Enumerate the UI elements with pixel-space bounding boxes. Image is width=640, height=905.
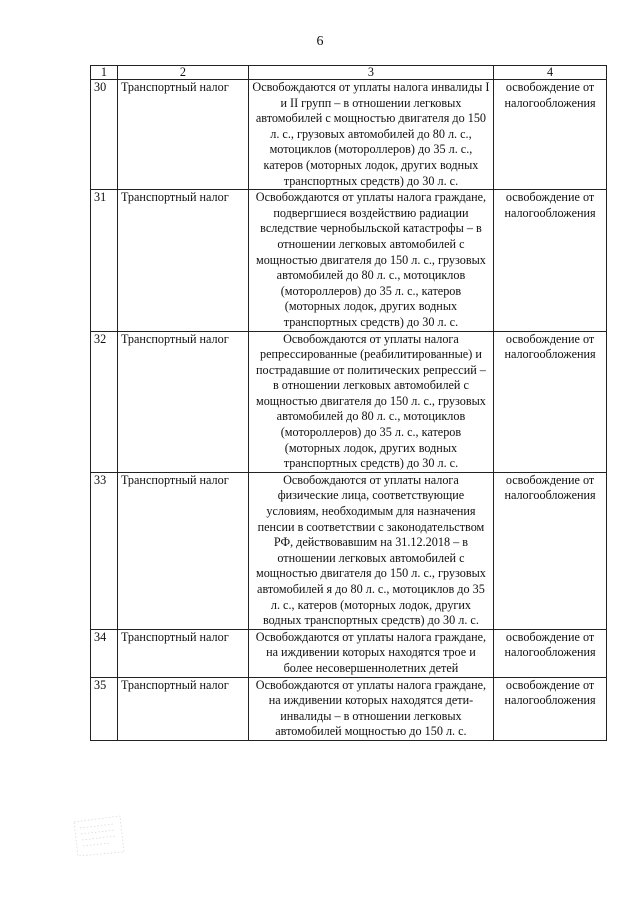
page-number: 6 bbox=[316, 34, 324, 49]
table-row bbox=[91, 190, 607, 331]
row-number: 35 bbox=[91, 677, 118, 740]
benefit-type: освобождение от налогообложения bbox=[494, 331, 607, 472]
tax-name: Транспортный налог bbox=[117, 331, 248, 472]
table-row bbox=[91, 677, 607, 740]
benefit-type: освобождение от налогообложения bbox=[494, 80, 607, 190]
tax-name: Транспортный налог bbox=[117, 472, 248, 629]
header-col-2: 2 bbox=[117, 66, 248, 80]
tax-name: Транспортный налог bbox=[117, 190, 248, 331]
benefit-description: Освобождаются от уплаты налога граждане, подвергшиеся воздействию радиации вследствие чернобыльской катастрофы – в отношении легковых автомобилей с мощностью двигателя до 150 л. с., грузовых автомобилей до 80 л. с., мотоциклов (мотороллеров) до 35 л. с., катеров (моторных лодок, других водных транспортных средств) до 30 л. с. bbox=[248, 190, 493, 331]
benefit-description: Освобождаются от уплаты налога граждане, на иждивении которых находятся дети-инвалиды – в отношении легковых автомобилей мощностью до 150 л. с. bbox=[248, 677, 493, 740]
table-header-row bbox=[91, 66, 607, 80]
tax-name: Транспортный налог bbox=[117, 629, 248, 677]
table-row bbox=[91, 472, 607, 629]
benefit-type: освобождение от налогообложения bbox=[494, 629, 607, 677]
table-row bbox=[91, 629, 607, 677]
row-number: 34 bbox=[91, 629, 118, 677]
benefit-description: Освобождаются от уплаты налога физические лица, соответствующие условиям, необходимым для назначения пенсии в соответствии с законодательством РФ, действовавшим на 31.12.2018 – в отношении легковых автомобилей с мощностью двигателя до 150 л. с., грузовых автомобилей я до 80 л. с., мотоциклов до 35 л. с., катеров (моторных лодок, других водных транспортных средств) до 30 л. с. bbox=[248, 472, 493, 629]
header-col-4: 4 bbox=[494, 66, 607, 80]
benefits-table bbox=[90, 65, 607, 741]
row-number: 30 bbox=[91, 80, 118, 190]
header-col-3: 3 bbox=[248, 66, 493, 80]
benefit-description: Освобождаются от уплаты налога граждане, на иждивении которых находятся трое и более несовершеннолетних детей bbox=[248, 629, 493, 677]
table-row bbox=[91, 331, 607, 472]
row-number: 31 bbox=[91, 190, 118, 331]
benefit-description: Освобождаются от уплаты налога инвалиды I и II групп – в отношении легковых автомобилей с мощностью двигателя до 150 л. с., грузовых автомобилей до 80 л. с., мотоциклов (мотороллеров) до 35 л. с., катеров (моторных лодок, других водных транспортных средств) до 30 л. с. bbox=[248, 80, 493, 190]
table-row bbox=[91, 80, 607, 190]
tax-name: Транспортный налог bbox=[117, 677, 248, 740]
benefit-type: освобождение от налогообложения bbox=[494, 472, 607, 629]
faint-stamp-mark bbox=[68, 812, 138, 860]
header-col-1: 1 bbox=[91, 66, 118, 80]
tax-name: Транспортный налог bbox=[117, 80, 248, 190]
row-number: 33 bbox=[91, 472, 118, 629]
benefit-type: освобождение от налогообложения bbox=[494, 190, 607, 331]
benefit-description: Освобождаются от уплаты налога репрессированные (реабилитированные) и пострадавшие от политических репрессий – в отношении легковых автомобилей с мощностью двигателя до 150 л. с., грузовых автомобилей до 80 л. с., мотоциклов (мотороллеров) до 35 л. с., катеров (моторных лодок, других водных транспортных средств) до 30 л. с. bbox=[248, 331, 493, 472]
benefit-type: освобождение от налогообложения bbox=[494, 677, 607, 740]
row-number: 32 bbox=[91, 331, 118, 472]
